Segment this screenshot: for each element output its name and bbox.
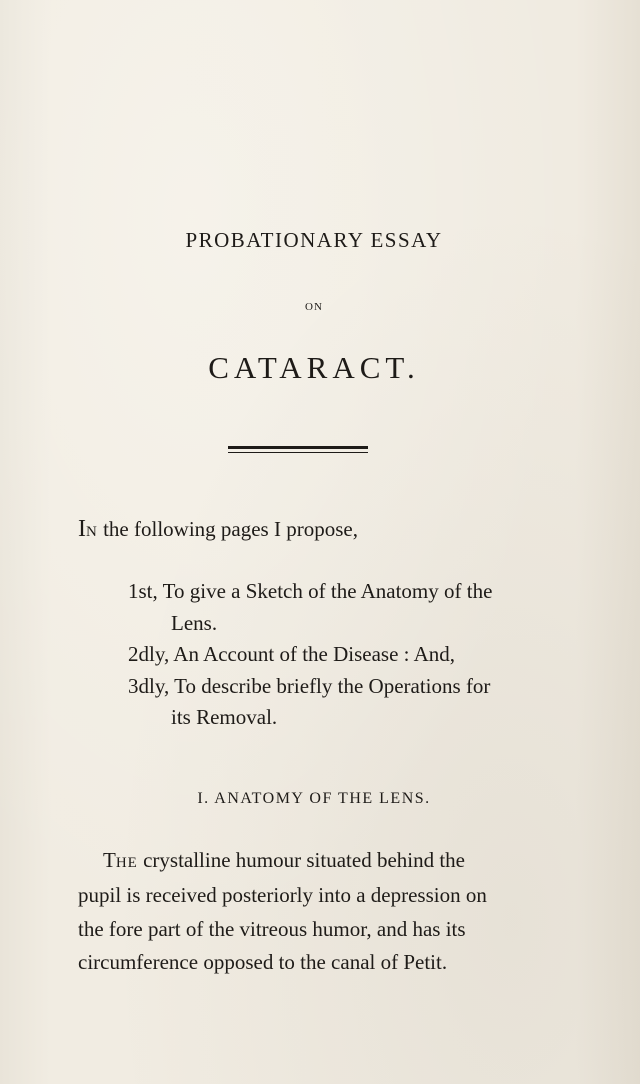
intro-initial: I (78, 516, 86, 542)
list-item-first-continuation: Lens. (171, 611, 218, 635)
essay-subject: CATARACT. (208, 350, 420, 385)
paragraph-line-4: circumference opposed to the canal of Petit. (78, 950, 448, 974)
list-item-third-continuation: its Removal. (171, 705, 278, 729)
list-item-second: 2dly, An Account of the Disease : And, (128, 642, 456, 666)
list-item-first: 1st, To give a Sketch of the Anatomy of the (128, 579, 493, 603)
paragraph-line-3: the fore part of the vitreous humor, and has its (78, 917, 466, 941)
rule-thick-line (228, 446, 368, 449)
intro-text: the following pages I propose, (97, 517, 358, 541)
paragraph-line-1-text: crystalline humour situated behind the (137, 848, 465, 872)
rule-thin-line (228, 452, 368, 453)
intro-smallcaps: N (86, 524, 98, 540)
paragraph-initial: T (103, 848, 116, 872)
list-item-third: 3dly, To describe briefly the Operations for (128, 674, 491, 698)
paragraph-line-2: pupil is received posteriorly into a depression on (78, 883, 487, 907)
paragraph-line-1 (103, 848, 465, 873)
intro-sentence (78, 516, 358, 543)
title-connector: ON (305, 301, 323, 313)
section-heading: I. ANATOMY OF THE LENS. (197, 790, 431, 807)
paragraph-smallcaps: HE (115, 855, 138, 871)
double-rule-divider (228, 446, 368, 454)
essay-title: PROBATIONARY ESSAY (185, 228, 443, 252)
